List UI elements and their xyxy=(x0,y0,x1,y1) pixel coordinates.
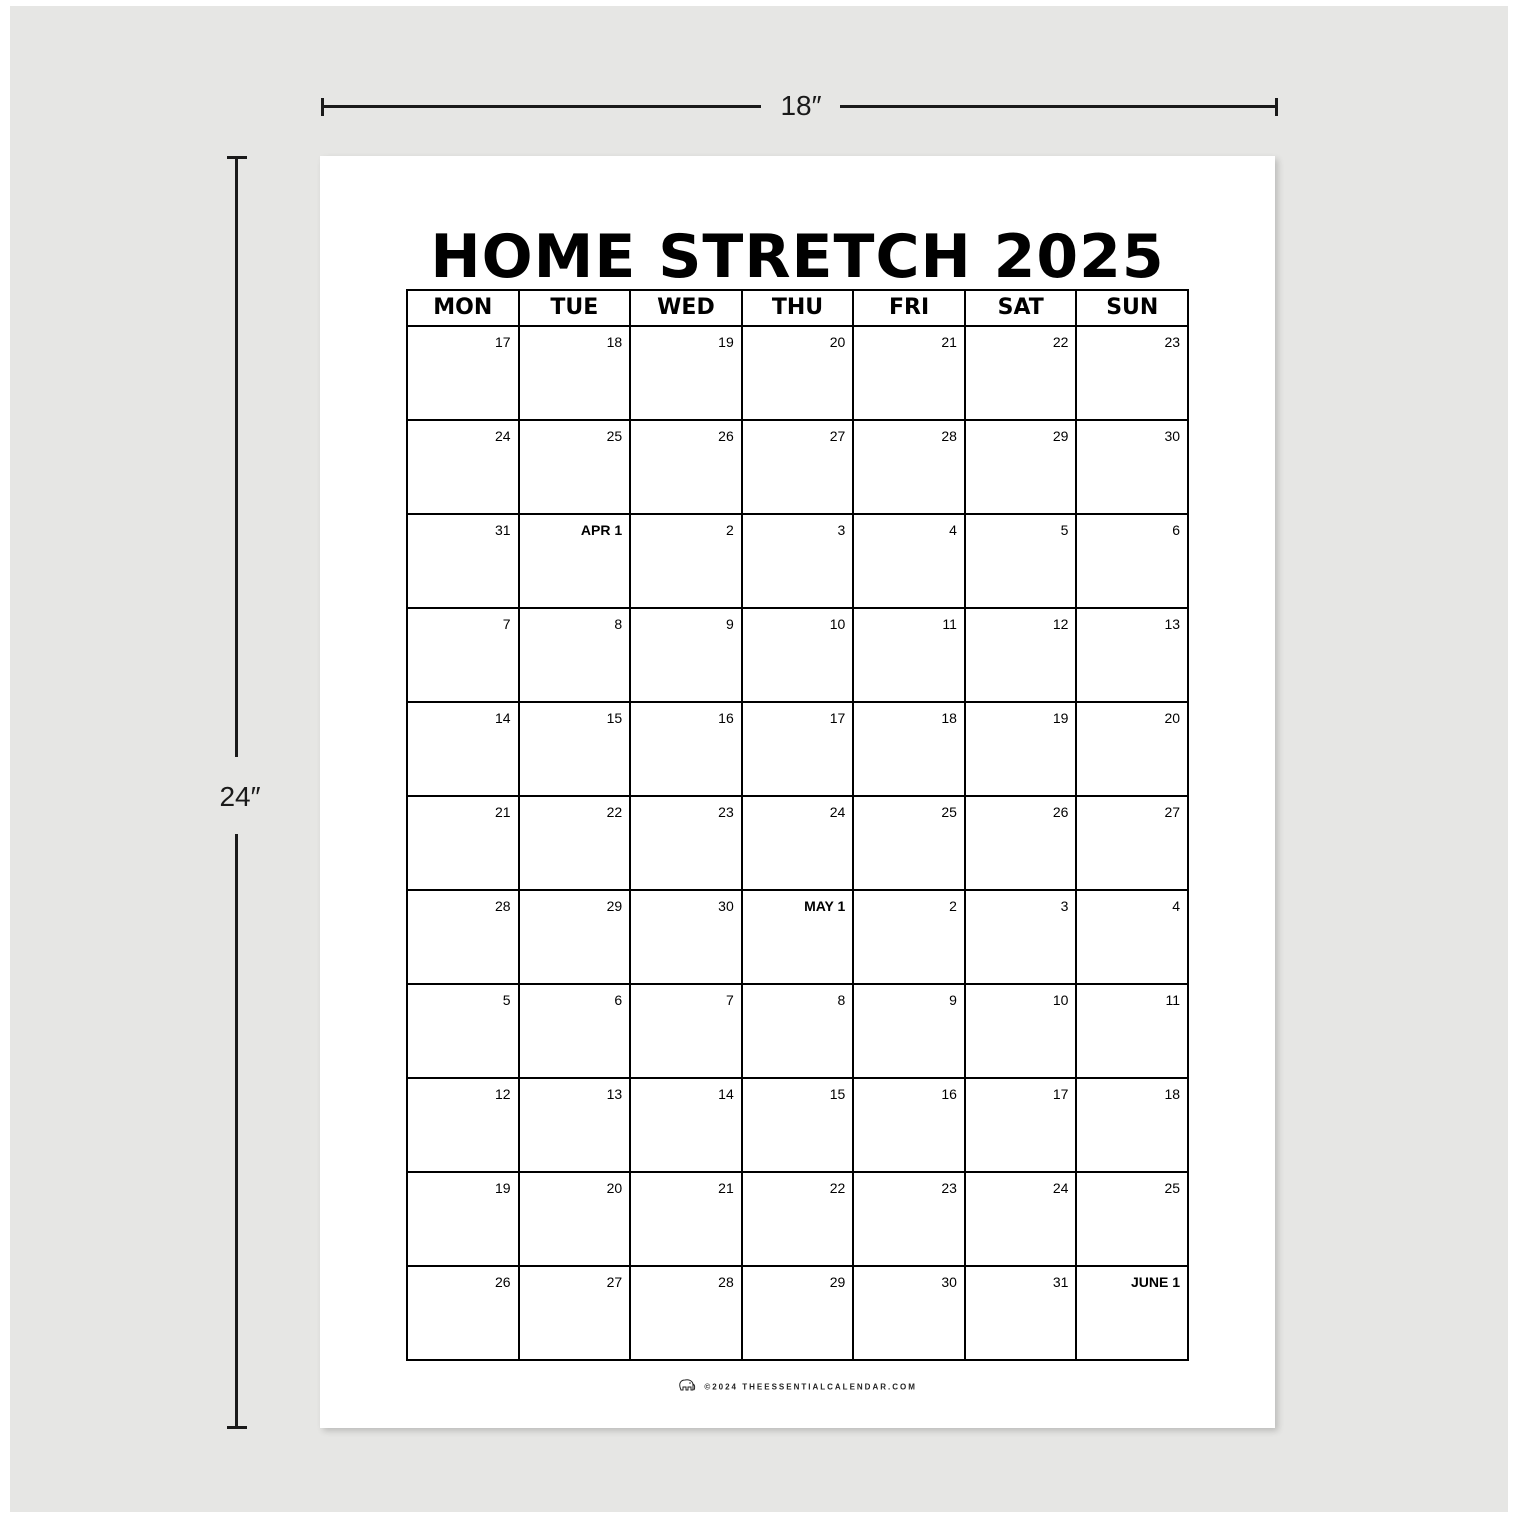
day-cell[interactable] xyxy=(1077,985,1187,1077)
day-number: 31 xyxy=(1052,1274,1069,1290)
day-cell[interactable] xyxy=(743,421,855,513)
day-number: 11 xyxy=(1165,992,1181,1008)
day-number: 18 xyxy=(1164,1086,1181,1102)
day-cell[interactable] xyxy=(1077,515,1187,607)
day-number: 24 xyxy=(829,804,846,820)
day-cell[interactable] xyxy=(966,703,1078,795)
day-number: 18 xyxy=(606,334,623,350)
day-number: 30 xyxy=(941,1274,957,1290)
day-cell[interactable] xyxy=(631,797,743,889)
day-number: 7 xyxy=(502,616,511,632)
day-cell[interactable] xyxy=(966,421,1078,513)
day-cell[interactable] xyxy=(743,985,855,1077)
day-cell[interactable] xyxy=(743,1173,855,1265)
day-cell[interactable] xyxy=(854,515,966,607)
day-number: 9 xyxy=(949,992,957,1008)
day-cell[interactable] xyxy=(743,1079,855,1171)
calendar-grid xyxy=(406,289,1189,1361)
day-number: 24 xyxy=(1052,1180,1069,1196)
day-number: 9 xyxy=(725,616,734,632)
day-number: 23 xyxy=(1164,334,1181,350)
footer xyxy=(320,1378,1275,1397)
day-number: 3 xyxy=(837,522,846,538)
day-number: 17 xyxy=(829,710,846,726)
day-cell[interactable] xyxy=(631,1079,743,1171)
day-cell[interactable] xyxy=(408,703,520,795)
day-cell[interactable] xyxy=(743,515,855,607)
day-cell[interactable] xyxy=(520,421,632,513)
day-number: 16 xyxy=(718,710,734,726)
day-cell[interactable] xyxy=(631,515,743,607)
day-cell[interactable] xyxy=(966,797,1078,889)
week-row xyxy=(408,703,1187,797)
day-cell[interactable] xyxy=(854,891,966,983)
day-cell[interactable] xyxy=(408,985,520,1077)
width-dimension-line-right xyxy=(840,105,1278,108)
day-cell[interactable] xyxy=(1077,891,1187,983)
day-number: 19 xyxy=(1052,710,1069,726)
day-number: 6 xyxy=(614,992,623,1008)
day-cell[interactable] xyxy=(854,1173,966,1265)
calendar-weeks xyxy=(408,327,1187,1359)
day-number: 17 xyxy=(495,334,511,350)
day-cell[interactable] xyxy=(520,327,632,419)
day-cell[interactable] xyxy=(743,891,855,983)
weekday-header: THU xyxy=(743,291,855,325)
day-number: 25 xyxy=(941,804,957,820)
day-number: 23 xyxy=(718,804,734,820)
day-cell[interactable] xyxy=(408,1079,520,1171)
day-number: 30 xyxy=(718,898,734,914)
width-dimension-tick-right xyxy=(1275,98,1278,116)
day-number: 12 xyxy=(1052,616,1069,632)
height-dimension-line-top xyxy=(235,157,238,757)
day-cell[interactable] xyxy=(408,327,520,419)
day-cell[interactable] xyxy=(743,797,855,889)
day-number: 4 xyxy=(1172,898,1181,914)
width-dimension-line-left xyxy=(321,105,761,108)
day-cell[interactable] xyxy=(854,1079,966,1171)
day-cell[interactable] xyxy=(631,421,743,513)
day-cell[interactable] xyxy=(631,1267,743,1359)
day-number: 24 xyxy=(495,428,511,444)
day-cell[interactable] xyxy=(966,1267,1078,1359)
day-number: JUNE 1 xyxy=(1131,1274,1181,1290)
day-number: 23 xyxy=(941,1180,957,1196)
week-row xyxy=(408,1079,1187,1173)
day-number: 25 xyxy=(606,428,623,444)
day-cell[interactable] xyxy=(743,609,855,701)
day-cell[interactable] xyxy=(854,1267,966,1359)
day-number: 22 xyxy=(829,1180,846,1196)
day-cell[interactable] xyxy=(408,1173,520,1265)
day-number: 27 xyxy=(606,1274,623,1290)
day-number: 14 xyxy=(718,1086,734,1102)
day-cell[interactable] xyxy=(966,1173,1078,1265)
day-number: 17 xyxy=(1052,1086,1069,1102)
week-row xyxy=(408,985,1187,1079)
height-dimension-label: 24″ xyxy=(219,781,261,812)
day-cell[interactable] xyxy=(631,609,743,701)
day-number: 29 xyxy=(1052,428,1069,444)
height-dimension-line-bottom xyxy=(235,834,238,1429)
day-number: 19 xyxy=(495,1180,511,1196)
day-cell[interactable] xyxy=(1077,1267,1187,1359)
day-number: 3 xyxy=(1060,898,1069,914)
day-cell[interactable] xyxy=(520,609,632,701)
day-number: 30 xyxy=(1164,428,1181,444)
weekday-header: SUN xyxy=(1106,295,1159,320)
footer-text: ©2024 THEESSENTIALCALENDAR.COM xyxy=(704,1382,917,1392)
day-cell[interactable] xyxy=(966,609,1078,701)
day-cell[interactable] xyxy=(1077,1173,1187,1265)
day-number: 2 xyxy=(725,522,734,538)
day-number: 15 xyxy=(829,1086,846,1102)
day-number: 28 xyxy=(718,1274,734,1290)
day-number: 13 xyxy=(606,1086,623,1102)
day-cell[interactable] xyxy=(854,327,966,419)
elephant-logo-icon xyxy=(678,1378,696,1397)
day-cell[interactable] xyxy=(966,985,1078,1077)
day-cell[interactable] xyxy=(520,703,632,795)
day-cell[interactable] xyxy=(520,891,632,983)
weekday-header: TUE xyxy=(520,291,632,325)
week-row xyxy=(408,797,1187,891)
day-cell[interactable] xyxy=(520,985,632,1077)
day-cell[interactable] xyxy=(966,1079,1078,1171)
day-cell[interactable] xyxy=(966,891,1078,983)
day-cell[interactable] xyxy=(520,1267,632,1359)
week-row xyxy=(408,891,1187,985)
day-cell[interactable] xyxy=(408,797,520,889)
weekday-header-row xyxy=(408,291,1187,327)
weekday-header: SAT xyxy=(966,291,1078,325)
week-row xyxy=(408,421,1187,515)
day-number: 5 xyxy=(1060,522,1069,538)
day-number: 21 xyxy=(941,334,957,350)
day-number: 7 xyxy=(725,992,734,1008)
weekday-header: MON xyxy=(408,291,520,325)
day-number: 27 xyxy=(1164,804,1181,820)
day-cell[interactable] xyxy=(966,327,1078,419)
day-cell[interactable] xyxy=(854,609,966,701)
day-number: 2 xyxy=(949,898,957,914)
day-number: 29 xyxy=(606,898,623,914)
day-number: 20 xyxy=(829,334,846,350)
day-number: 26 xyxy=(1052,804,1069,820)
day-cell[interactable] xyxy=(1077,327,1187,419)
day-number: 18 xyxy=(941,710,957,726)
day-number: 10 xyxy=(1052,992,1069,1008)
day-cell[interactable] xyxy=(743,703,855,795)
day-number: 20 xyxy=(1164,710,1181,726)
width-dimension-label: 18″ xyxy=(780,90,822,121)
day-number: MAY 1 xyxy=(804,898,846,914)
weekday-header: WED xyxy=(631,291,743,325)
day-cell[interactable] xyxy=(854,797,966,889)
day-cell[interactable] xyxy=(743,327,855,419)
day-cell[interactable] xyxy=(520,1079,632,1171)
day-number: 15 xyxy=(606,710,623,726)
day-number: 11 xyxy=(942,616,957,632)
day-cell[interactable] xyxy=(854,703,966,795)
day-cell[interactable] xyxy=(966,515,1078,607)
day-number: 16 xyxy=(941,1086,957,1102)
day-number: 14 xyxy=(495,710,511,726)
day-cell[interactable] xyxy=(520,1173,632,1265)
day-number: 4 xyxy=(949,522,957,538)
day-cell[interactable] xyxy=(520,797,632,889)
week-row xyxy=(408,1173,1187,1267)
day-cell[interactable] xyxy=(631,1173,743,1265)
day-cell[interactable] xyxy=(631,327,743,419)
week-row xyxy=(408,515,1187,609)
height-dimension-tick-bottom xyxy=(227,1426,247,1429)
day-number: 12 xyxy=(495,1086,511,1102)
day-number: 28 xyxy=(495,898,511,914)
day-number: 21 xyxy=(495,804,511,820)
day-number: APR 1 xyxy=(580,522,623,538)
day-cell[interactable] xyxy=(1077,797,1187,889)
calendar-title: HOME STRETCH 2025 xyxy=(430,222,1165,292)
day-number: 27 xyxy=(829,428,846,444)
calendar-paper xyxy=(320,156,1275,1428)
day-number: 19 xyxy=(718,334,734,350)
day-number: 29 xyxy=(829,1274,846,1290)
day-number: 21 xyxy=(718,1180,734,1196)
day-number: 10 xyxy=(829,616,846,632)
day-cell[interactable] xyxy=(631,891,743,983)
day-cell[interactable] xyxy=(408,1267,520,1359)
day-number: 5 xyxy=(502,992,511,1008)
day-number: 8 xyxy=(614,616,623,632)
day-number: 31 xyxy=(495,522,511,538)
week-row xyxy=(408,609,1187,703)
day-cell[interactable] xyxy=(1077,703,1187,795)
day-cell[interactable] xyxy=(408,515,520,607)
weekday-header: FRI xyxy=(854,291,966,325)
week-row xyxy=(408,1267,1187,1359)
day-number: 22 xyxy=(606,804,623,820)
day-cell[interactable] xyxy=(408,609,520,701)
day-cell[interactable] xyxy=(408,421,520,513)
day-number: 8 xyxy=(837,992,846,1008)
day-cell[interactable] xyxy=(520,515,632,607)
day-cell[interactable] xyxy=(1077,609,1187,701)
day-cell[interactable] xyxy=(743,1267,855,1359)
day-cell[interactable] xyxy=(1077,421,1187,513)
day-number: 13 xyxy=(1164,616,1181,632)
day-number: 6 xyxy=(1172,522,1181,538)
week-row xyxy=(408,327,1187,421)
day-number: 28 xyxy=(941,428,957,444)
day-number: 26 xyxy=(495,1274,511,1290)
day-number: 22 xyxy=(1052,334,1069,350)
day-cell[interactable] xyxy=(1077,1079,1187,1171)
day-cell[interactable] xyxy=(631,985,743,1077)
day-cell[interactable] xyxy=(854,421,966,513)
day-number: 26 xyxy=(718,428,734,444)
day-cell[interactable] xyxy=(408,891,520,983)
day-cell[interactable] xyxy=(854,985,966,1077)
day-cell[interactable] xyxy=(631,703,743,795)
day-number: 20 xyxy=(606,1180,623,1196)
day-number: 25 xyxy=(1164,1180,1181,1196)
